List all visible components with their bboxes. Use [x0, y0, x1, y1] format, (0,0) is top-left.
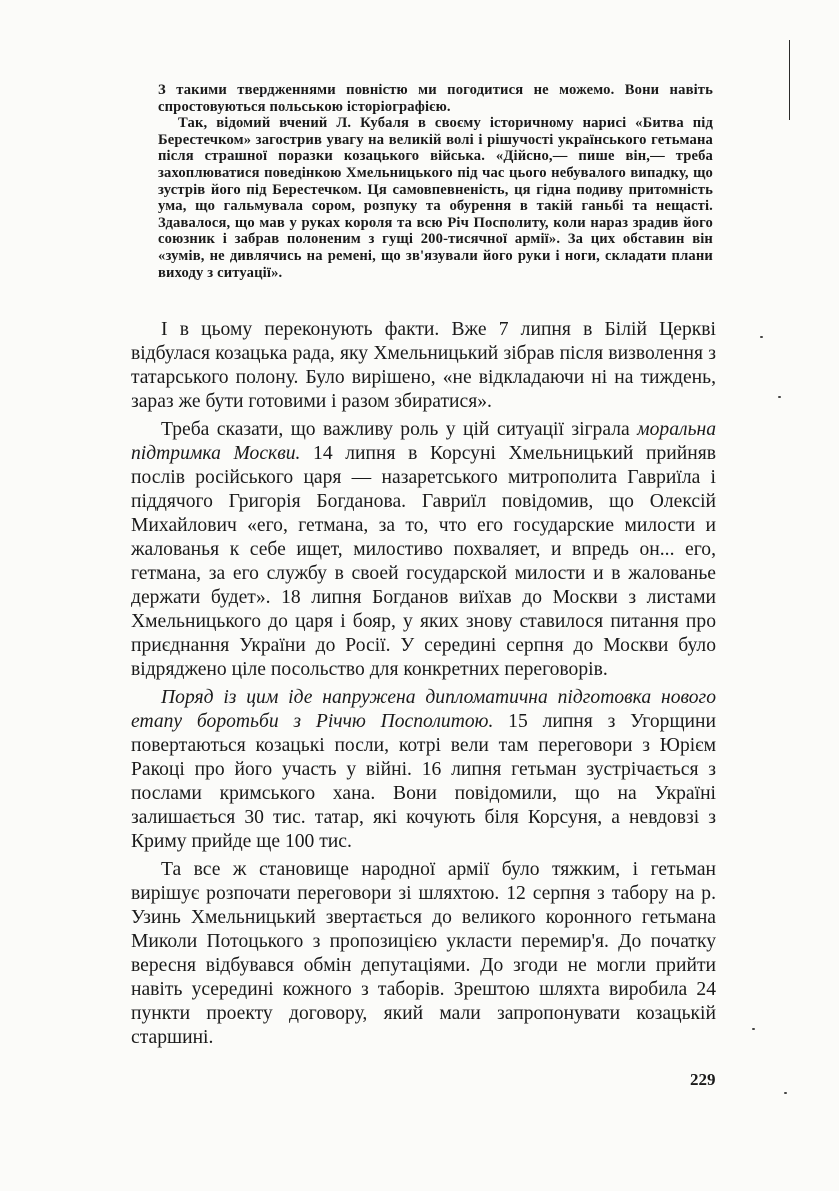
quote-paragraph: Так, відомий вчений Л. Кубаля в своєму історичному нарисі «Битва під Берестечком» загострив увагу на великій волі і рішучості українського гетьмана після страшної поразки козацького війська. «Дійсно,— пише він,— треба захоплюватися поведінкою Хмельницького під час цього небувалого випадку, що зустрів його під Берестечком. Ця самовпевненість, ця гідна подиву притомність ума, що гальмувала сором, розпуку та обурення в такій ганьбі та нещасті. Здавалося, що мав у руках короля та всю Річ Посполиту, коли нараз зрадив його союзник і забрав полоненим з гущі 200-тисячної армії». За цих обставин він «зумів, не дивлячись на ремені, що зв'язували його руки і ноги, складати плани виходу з ситуації». — [158, 115, 713, 281]
scan-speck — [784, 1092, 787, 1094]
paragraph-2-lead: Треба сказати, що важливу роль у цій ситуації зіграла — [161, 419, 638, 440]
page-number: 229 — [690, 1070, 716, 1089]
scan-speck — [760, 336, 763, 338]
paragraph-4: Та все ж становище народної армії було тяжким, і гетьман вирішує розпочати переговори зі шляхтою. 12 серпня з табору на р. Узинь Хмельницький звертається до великого коронного гетьмана Миколи Потоцького з пропозицією укласти перемир'я. До початку вересня відбувався обмін депутаціями. До згоди не могли прийти навіть усередині кожного з таборів. Зрештою шляхта виробила 24 пункти проекту договору, який мали запропонувати козацькій старшині. — [131, 859, 716, 1048]
paragraph-3-emphasis: Поряд із цим іде напружена дипломатична підготовка нового етапу боротьби з Річчю Посполитою. — [131, 687, 716, 732]
paragraph-2-body: 14 липня в Корсуні Хмельницький прийняв послів російського царя — назаретського митрополита Гавриїла і піддячого Григорія Богданова. Гавриїл повідомив, що Олексій Михайлович «его, гетмана, за то, что его государские милости и жалованья к себе ищет, милостиво похваляет, и впредь он... его, гетмана, за его службу в своей государской милости и в жалованье держати будет». 18 липня Богданов виїхав до Москви з листами Хмельницького до царя і бояр, у яких знову ставилося питання про приєднання України до Росії. У середині серпня до Москви було відряджено ціле посольство для конкретних переговорів. — [131, 443, 716, 680]
paragraph-3-body: 15 липня з Угорщини повертаються козацькі посли, котрі вели там переговори з Юрієм Ракоці про його участь у війні. 16 липня гетьман зустрічається з послами кримського хана. Вони повідомили, що на Україні залишається 30 тис. татар, які кочують біля Корсуня, а невдовзі з Криму прийде ще 100 тис. — [131, 711, 716, 852]
paragraph-1: І в цьому переконують факти. Вже 7 липня в Білій Церкві відбулася козацька рада, яку Хмельницький зібрав після визволення з татарського полону. Було вирішено, «не відкладаючи ні на тиждень, зараз же бути готовими і разом збиратися». — [131, 319, 716, 412]
quote-block — [158, 82, 713, 281]
paragraph-2 — [131, 418, 716, 682]
quote-intro: З такими твердженнями повністю ми погодитися не можемо. Вони навіть спростовуються польською історіографією. — [158, 82, 713, 115]
paragraph-3 — [131, 686, 716, 854]
paragraph-2-emphasis: моральна підтримка Москви. — [131, 419, 716, 464]
scan-speck — [778, 396, 781, 398]
main-text — [131, 318, 716, 1050]
page-edge-line — [789, 40, 790, 120]
scan-speck — [752, 1028, 755, 1030]
